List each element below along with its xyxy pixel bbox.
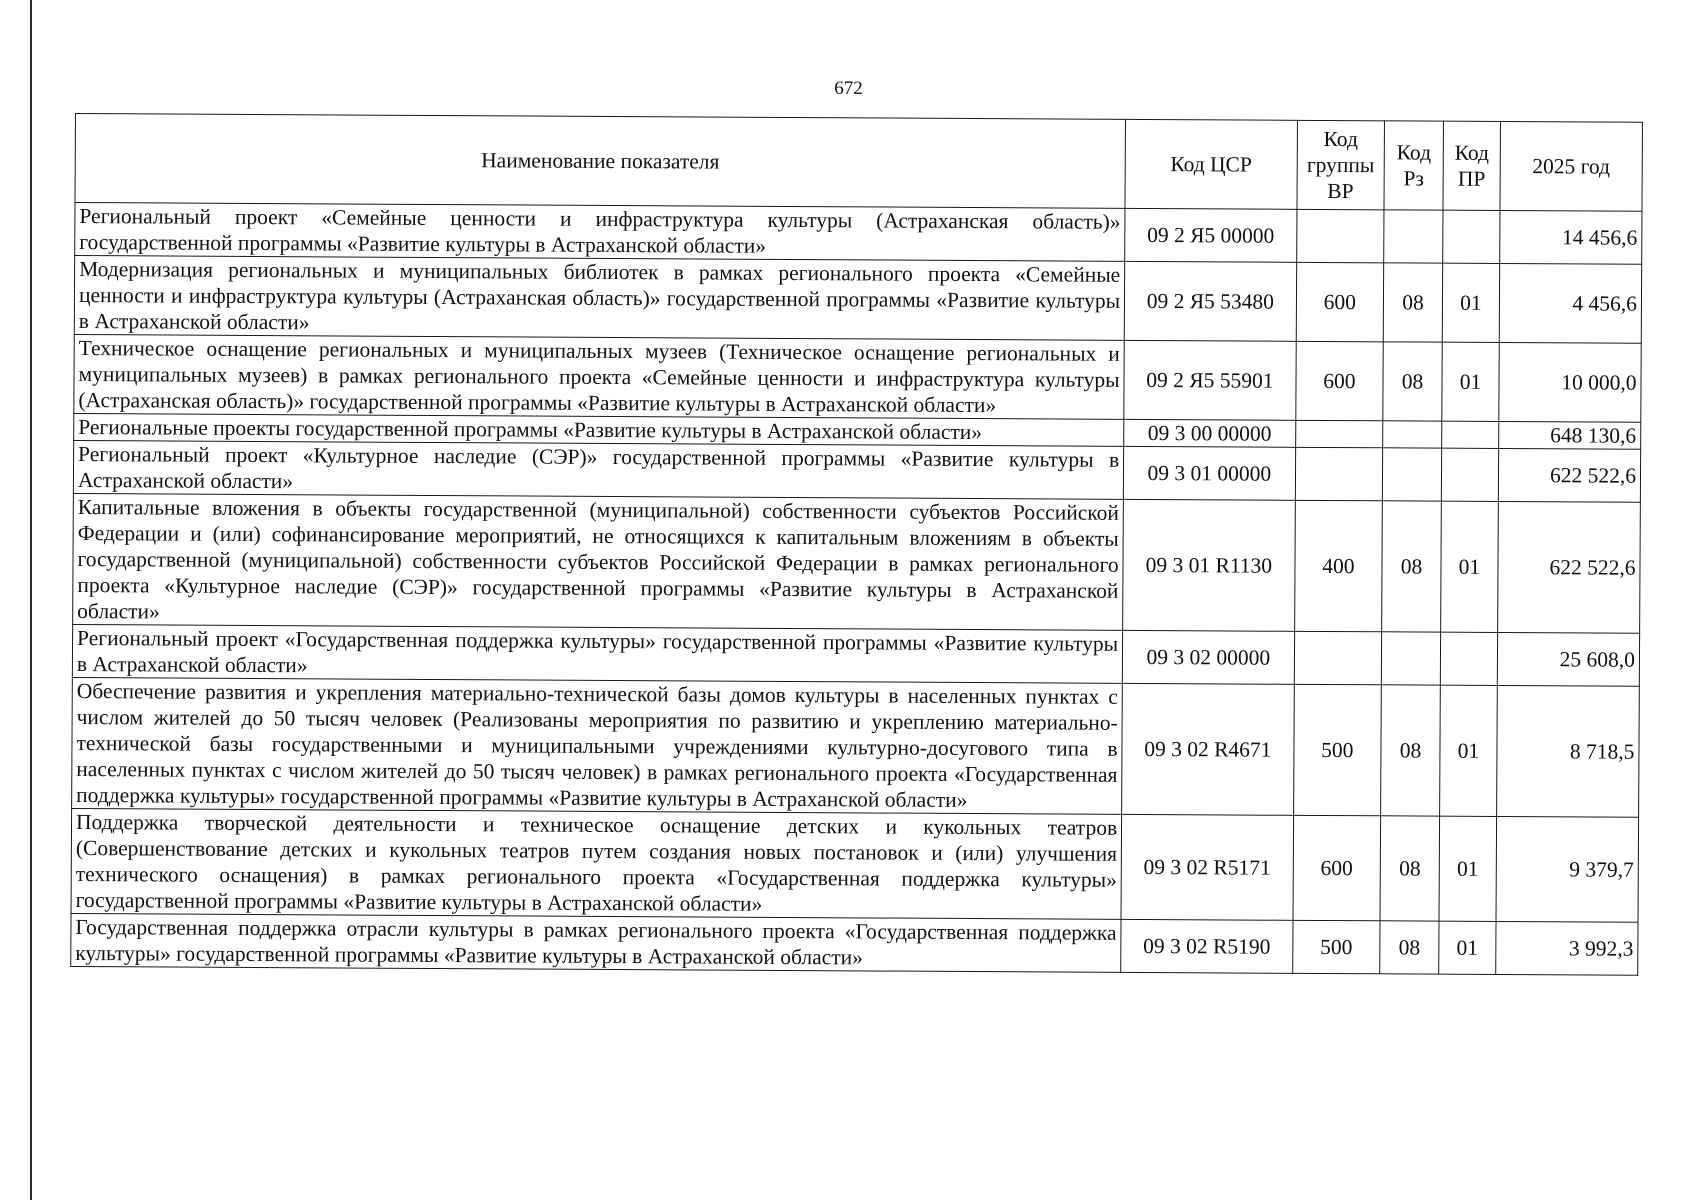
row-csr-cell: 09 3 02 R5171 [1121,814,1293,920]
row-pr-cell [1441,448,1498,501]
row-vr-cell [1295,420,1383,447]
row-name-cell: Региональный проект «Культурное наследие (СЭР)» государственной программы «Развитие культуры в Астраханской области» [73,440,1123,499]
row-amount-cell: 25 608,0 [1497,632,1639,686]
header-rz: Код Рз [1384,121,1443,210]
row-name-cell: Техническое оснащение региональных и муниципальных музеев (Техническое оснащение региональных и муниципальных музеев) в рамках регионального проекта «Семейные ценности и инфраструктура культуры (Астраханская область)» государственной программы «Развитие культуры в Астраханской области» [74,334,1125,419]
row-pr-cell: 01 [1441,501,1499,632]
scan-edge-line [30,0,32,1200]
row-amount-cell: 9 379,7 [1496,816,1639,922]
row-name-cell: Региональный проект «Государственная поддержка культуры» государственной программы «Развитие культуры в Астраханской области» [72,624,1122,683]
row-vr-cell [1295,447,1383,500]
table-row [74,334,1641,422]
row-pr-cell: 01 [1439,816,1496,921]
row-csr-cell: 09 3 01 00000 [1123,446,1295,500]
row-name-cell: Государственная поддержка отрасли культуры в рамках регионального проекта «Государственная поддержка культуры» государственной программы «Развитие культуры в Астраханской области» [71,913,1121,972]
row-vr-cell [1296,209,1384,262]
row-name-cell: Обеспечение развития и укрепления материально-технической базы домов культуры в населенных пунктах с числом жителей до 50 тысяч человек (Реализованы мероприятия по развитию и укреплению материально-технической базы государственными и муниципальными учреждениями культурно-досугового типа в населенных пунктах с числом жителей до 50 тысяч человек) в рамках регионального проекта «Государственная поддержка культуры» государственной программы «Развитие культуры в Астраханской области» [72,677,1123,814]
row-pr-cell [1442,421,1499,448]
row-amount-cell: 3 992,3 [1496,921,1638,975]
row-name-cell: Региональный проект «Семейные ценности и инфраструктура культуры (Астраханская область)» государственной программы «Развитие культуры в Астраханской области» [75,203,1125,262]
header-name: Наименование показателя [75,114,1126,209]
row-pr-cell: 01 [1440,685,1498,816]
table-row [74,256,1641,344]
row-csr-cell: 09 2 Я5 55901 [1124,340,1296,420]
table-body [71,203,1642,976]
budget-table [70,113,1643,976]
row-name-cell: Региональные проекты государственной программы «Развитие культуры в Астраханской области» [74,413,1124,446]
row-vr-cell: 600 [1295,341,1383,420]
budget-table-container [70,113,1643,976]
row-csr-cell: 09 3 00 00000 [1124,419,1296,447]
row-csr-cell: 09 3 02 R5190 [1121,919,1293,973]
header-year: 2025 год [1500,121,1643,211]
table-row [73,493,1641,633]
table-row [73,440,1640,502]
row-pr-cell [1440,632,1497,685]
header-vr: Код группы ВР [1297,120,1385,209]
row-csr-cell: 09 2 Я5 00000 [1125,208,1297,262]
row-rz-cell: 08 [1380,921,1439,974]
row-rz-cell [1381,632,1440,685]
row-csr-cell: 09 3 02 R4671 [1122,683,1294,815]
row-rz-cell: 08 [1381,685,1441,816]
row-amount-cell: 648 130,6 [1499,421,1641,449]
table-row [72,677,1640,817]
row-vr-cell: 600 [1293,815,1381,920]
row-name-cell: Капитальные вложения в объекты государственной (муниципальной) собственности субъектов Российской Федерации и (или) софинансирование мероприятий, не относящихся к капитальным вложениям в объекты государственной (муниципальной) собственности субъектов Российской Федерации в рамках регионального проекта «Культурное наследие (СЭР)» государственной программы «Развитие культуры в Астраханской области» [73,493,1124,630]
row-pr-cell: 01 [1442,342,1499,421]
header-csr: Код ЦСР [1125,119,1297,209]
table-row [71,808,1639,922]
table-row [75,203,1642,265]
row-name-cell: Поддержка творческой деятельности и техническое оснащение детских и кукольных театров (Совершенствование детских и кукольных театров путем создания новых постановок и (или) улучшения технического оснащения) в рамках регионального проекта «Государственная поддержка культуры» государственной программы «Развитие культуры в Астраханской области» [71,808,1122,919]
row-amount-cell: 8 718,5 [1496,685,1639,817]
row-vr-cell [1294,631,1382,684]
row-name-cell: Модернизация региональных и муниципальных библиотек в рамках регионального проекта «Семейные ценности и инфраструктура культуры (Астраханская область)» государственной программы «Развитие культуры в Астраханской области» [74,256,1125,341]
page-number: 672 [834,78,863,99]
row-vr-cell: 600 [1296,262,1384,341]
row-amount-cell: 14 456,6 [1500,210,1642,264]
row-rz-cell [1383,421,1442,448]
row-amount-cell: 622 522,6 [1498,501,1641,633]
row-vr-cell: 400 [1294,500,1382,631]
row-csr-cell: 09 3 01 R1130 [1123,499,1295,631]
row-amount-cell: 622 522,6 [1498,448,1640,502]
row-rz-cell: 08 [1382,501,1442,632]
row-vr-cell: 500 [1292,920,1380,973]
row-rz-cell: 08 [1383,342,1442,421]
row-rz-cell [1384,210,1443,263]
row-pr-cell: 01 [1439,921,1496,974]
table-header-row [75,114,1642,212]
header-pr: Код ПР [1443,121,1500,210]
row-pr-cell [1443,210,1500,263]
table-row [72,624,1639,686]
row-rz-cell: 08 [1383,263,1442,342]
row-pr-cell: 01 [1442,263,1499,342]
row-amount-cell: 4 456,6 [1499,263,1642,343]
row-csr-cell: 09 3 02 00000 [1122,630,1294,684]
row-rz-cell: 08 [1380,816,1440,921]
row-csr-cell: 09 2 Я5 53480 [1124,261,1296,341]
row-vr-cell: 500 [1293,684,1381,815]
row-rz-cell [1382,448,1441,501]
row-amount-cell: 10 000,0 [1499,342,1642,422]
table-row [71,913,1638,975]
